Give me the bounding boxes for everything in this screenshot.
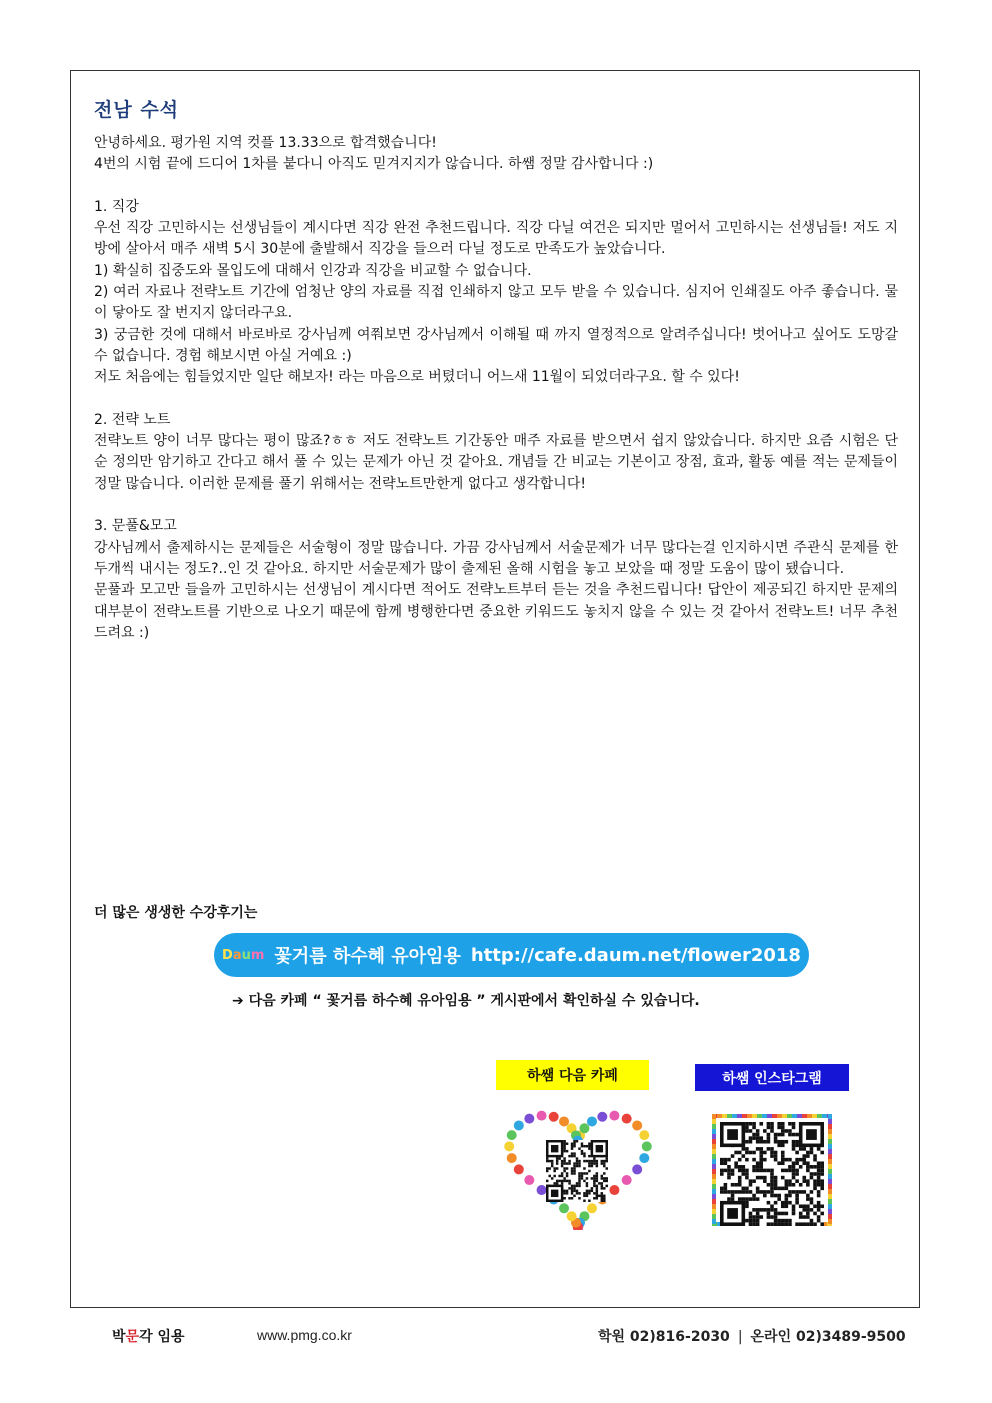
- paragraph: 강사님께서 출제하시는 문제들은 서술형이 정말 많습니다. 가끔 강사님께서 서술문제가 너무 많다는걸 인지하시면 주관식 문제를 한 두개씩 내시는 정도?..인 것 같아요. 하지만 서술문제가 많이 출제된 올해 시험을 놓고 보았을 때 정말 도움이 많이 됐습니다.: [94, 539, 898, 577]
- footer-site[interactable]: www.pmg.co.kr: [257, 1327, 352, 1343]
- paragraph: 우선 직강 고민하시는 선생님들이 계시다면 직강 완전 추천드립니다. 직강 다닐 여건은 되지만 멀어서 고민하시는 선생님들! 저도 지방에 살아서 매주 새벽 5시 30분에 출발해서 직강을 들으러 다닐 정도로 만족도가 높았습니다.: [94, 220, 898, 258]
- cafe-link-button[interactable]: [214, 933, 809, 977]
- paragraph: 전략노트 양이 너무 많다는 평이 많죠?ㅎㅎ 저도 전략노트 기간동안 매주 자료를 받으면서 쉽지 않았습니다. 하지만 요즘 시험은 단순 정의만 암기하고 간다고 해서 풀 수 있는 문제가 아닌 것 같아요. 개념들 간 비교는 기본이고 장점, 효과, 활동 예를 적는 문제들이 정말 많습니다. 이러한 문제를 풀기 위해서는 전략노트만한게 없다고 생각합니다!: [94, 433, 898, 492]
- paragraph: 3. 문풀&모고: [94, 518, 177, 535]
- page-footer: [0, 1318, 992, 1350]
- page-title: 전남 수석: [94, 99, 180, 121]
- more-reviews-label: 더 많은 생생한 수강후기는: [94, 905, 258, 921]
- cafe-note: ➔ 다음 카페 “ 꽃거름 하수혜 유아임용 ” 게시판에서 확인하실 수 있습니다.: [232, 993, 700, 1009]
- paragraph: 1) 확실히 집중도와 몰입도에 대해서 인강과 직강을 비교할 수 없습니다.: [94, 262, 532, 279]
- paragraph: 저도 처음에는 힘들었지만 일단 해보자! 라는 마음으로 버텼더니 어느새 11월이 되었더라구요. 할 수 있다!: [94, 369, 740, 386]
- review-body: [94, 133, 898, 644]
- cafe-url[interactable]: http://cafe.daum.net/flower2018: [470, 944, 801, 966]
- paragraph: 2) 여러 자료나 전략노트 기간에 엄청난 양의 자료를 직접 인쇄하지 않고 모두 받을 수 있습니다. 심지어 인쇄질도 아주 좋습니다. 물이 닿아도 잘 번지지 않더라구요.: [94, 284, 898, 322]
- instagram-qr-code: [712, 1114, 832, 1226]
- paragraph: 1. 직강: [94, 198, 139, 215]
- paragraph-gap: [94, 389, 898, 410]
- paragraph-gap: [94, 176, 898, 197]
- footer-contact: 학원 02)816-2030 | 온라인 02)3489-9500: [598, 1329, 906, 1345]
- paragraph: 안녕하세요. 평가원 지역 컷플 13.33으로 합격했습니다!: [94, 135, 437, 151]
- paragraph: 3) 궁금한 것에 대해서 바로바로 강사님께 여쭤보면 강사님께서 이해될 때 까지 열정적으로 알려주십니다! 벗어나고 싶어도 도망갈 수 없습니다. 경험 해보시면 아실 거예요 :): [94, 326, 898, 364]
- paragraph: 문풀과 모고만 들을까 고민하시는 선생님이 계시다면 적어도 전략노트부터 듣는 것을 추천드립니다! 답안이 제공되긴 하지만 문제의 대부분이 전략노트를 기반으로 나오기 때문에 함께 병행한다면 중요한 키워드도 놓치지 않을 수 있는 것 같아서 전략노트! 너무 추천드려요 :): [94, 582, 898, 641]
- daum-logo-icon: Daum: [222, 947, 265, 963]
- cafe-name: 꽃거름 하수혜 유아임용: [274, 946, 461, 967]
- daum-cafe-qr-code: [500, 1110, 656, 1230]
- paragraph-gap: [94, 495, 898, 516]
- paragraph: 2. 전략 노트: [94, 411, 171, 428]
- pmg-logo: 박문각 임용: [112, 1329, 185, 1345]
- paragraph: 4번의 시험 끝에 드디어 1차를 붙다니 아직도 믿겨지지가 않습니다. 하쌤 정말 감사합니다 :): [94, 156, 654, 173]
- daum-cafe-badge: 하쌤 다음 카페: [496, 1060, 649, 1090]
- instagram-badge: 하쌤 인스타그램: [695, 1064, 849, 1091]
